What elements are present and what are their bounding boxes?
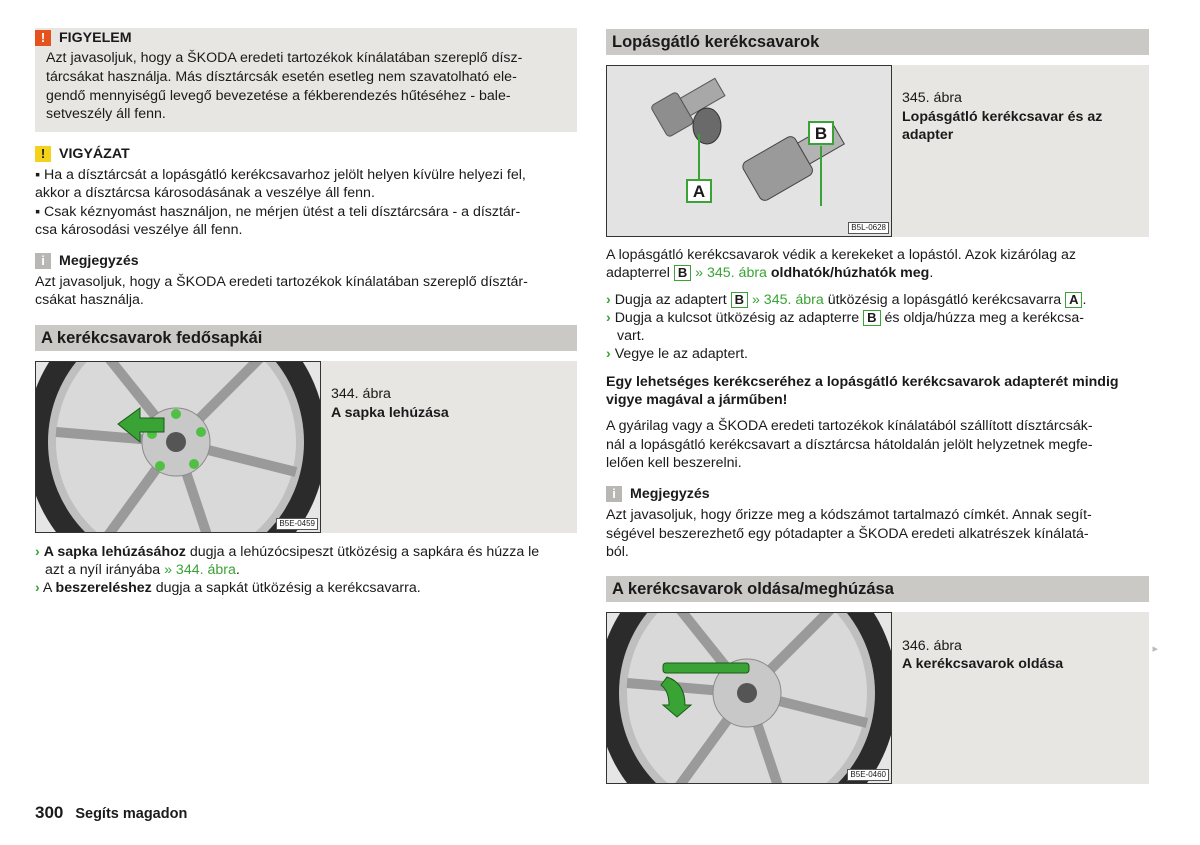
figure-code: B5L-0628 <box>848 222 889 234</box>
note-line: csákat használja. <box>35 292 144 308</box>
step-text: azt a nyíl irányába <box>45 562 165 578</box>
warning-line: Azt javasoljuk, hogy a ŠKODA eredeti tartozékok kínálatában szereplő dísz- <box>46 50 523 66</box>
figure-title: A kerékcsavarok oldása <box>902 656 1064 673</box>
figure-label-b: B <box>814 124 828 143</box>
step-insert-key <box>606 309 1084 328</box>
section-heading-caps: A kerékcsavarok fedősapkái <box>35 325 577 351</box>
figure-number: 344. ábra <box>331 386 391 403</box>
note-header <box>606 485 710 504</box>
warning-header <box>35 29 132 48</box>
caution-line: ▪ Csak kéznyomást használjon, ne mérjen ütést a teli dísztárcsára - a dísztár- <box>35 204 521 220</box>
warning-line: gendő mennyiségű levegő bevezetése a fékberendezés hűtéséhez - bale- <box>46 88 511 104</box>
wheel-wrench-illustration <box>607 613 892 784</box>
para-intro-line1: A lopásgátló kerékcsavarok védik a kerekeket a lopástól. Azok kizárólag az <box>606 247 1077 263</box>
step-text: dugja a sapkát ütközésig a kerékcsavarra. <box>151 580 421 596</box>
section-heading-antitheft: Lopásgátló kerékcsavarok <box>606 29 1149 55</box>
note-header <box>35 252 139 271</box>
bold-para-line: vigye magával a járműben! <box>606 392 788 408</box>
info-icon: i <box>606 486 622 502</box>
warning-line: tárcsákat használja. Más dísztárcsák esetén esetleg nem szavatolható ele- <box>46 69 517 85</box>
note-label: Megjegyzés <box>59 253 139 269</box>
note-label: Megjegyzés <box>630 486 710 502</box>
step-arrow-icon: › <box>35 544 40 560</box>
figure-link[interactable]: » 345. ábra <box>748 292 824 308</box>
next-page-arrow-icon: ▸ <box>1152 643 1158 655</box>
step-remove-adapter <box>606 345 748 364</box>
caution-line: ▪ Ha a dísztárcsát a lopásgátló kerékcsavarhoz jelölt helyen kívülre helyezi fel, <box>35 167 526 183</box>
step-text: és oldja/húzza meg a kerékcsa- <box>880 310 1084 326</box>
label-box-b: B <box>863 310 880 326</box>
note-line: ból. <box>606 544 629 560</box>
step-text: . <box>1082 292 1087 308</box>
section-heading-loosen: A kerékcsavarok oldása/meghúzása <box>606 576 1149 602</box>
note-line: Azt javasoljuk, hogy a ŠKODA eredeti tartozékok kínálatában szereplő dísztár- <box>35 274 528 290</box>
page-number: 300 <box>35 803 64 822</box>
note-line: Azt javasoljuk, hogy őrizze meg a kódszámot tartalmazó címkét. Annak segít- <box>606 507 1092 523</box>
warning-icon: ! <box>35 30 51 46</box>
step-insert-adapter <box>606 291 1086 310</box>
step-install-cap <box>35 579 421 598</box>
label-box-a: A <box>1065 292 1082 308</box>
step-remove-cap <box>35 543 539 562</box>
figure-code: B5E-0459 <box>276 518 318 530</box>
page-footer <box>35 804 187 824</box>
para-text: . <box>929 265 934 281</box>
figure-title: Lopásgátló kerékcsavar és az <box>902 109 1103 126</box>
step-text: Dugja az adaptert <box>614 292 731 308</box>
step-bold: A sapka lehúzásához <box>43 544 186 560</box>
caution-line: akkor a dísztárcsa károsodásának a veszélye áll fenn. <box>35 185 375 201</box>
step-text: ütközésig a lopásgátló kerékcsavarra <box>823 292 1066 308</box>
step-insert-key-line2: vart. <box>617 328 645 344</box>
step-text: Dugja a kulcsot ütközésig az adapterre <box>614 310 864 326</box>
figure-link[interactable]: » 344. ábra <box>164 562 236 578</box>
figure-title: A sapka lehúzása <box>331 405 449 422</box>
bolt-adapter-illustration <box>607 66 892 237</box>
para-bold: oldhatók/húzhatók meg <box>766 265 930 281</box>
label-box-b: B <box>731 292 748 308</box>
caution-line: csa károsodási veszélye áll fenn. <box>35 222 243 238</box>
warning-line: setveszély áll fenn. <box>46 106 166 122</box>
step-text: dugja a lehúzócsipeszt ütközésig a sapkára és húzza le <box>185 544 540 560</box>
figure-title: adapter <box>902 127 954 144</box>
para-line: nál a lopásgátló kerékcsavart a dísztárcsa hátoldalán jelölt helyzetnek megfe- <box>606 437 1093 453</box>
para-line: lelően kell beszerelni. <box>606 455 742 471</box>
step-arrow-icon: › <box>606 346 611 362</box>
bold-para-line: Egy lehetséges kerékcseréhez a lopásgátló kerékcsavarok adapterét mindig <box>606 374 1119 390</box>
step-arrow-icon: › <box>606 292 611 308</box>
caution-label: VIGYÁZAT <box>59 146 130 162</box>
step-arrow-icon: › <box>35 580 40 596</box>
step-remove-cap-line2 <box>45 561 240 580</box>
para-intro-line2 <box>606 264 933 283</box>
para-line: A gyárilag vagy a ŠKODA eredeti tartozékok kínálatából szállított dísztárcsák- <box>606 418 1093 434</box>
caution-icon: ! <box>35 146 51 162</box>
figure-number: 346. ábra <box>902 638 962 655</box>
footer-section: Segíts magadon <box>75 806 188 822</box>
figure-344-image <box>35 361 321 533</box>
info-icon: i <box>35 253 51 269</box>
wheel-cap-illustration <box>36 362 321 533</box>
warning-label: FIGYELEM <box>59 30 132 46</box>
para-text: adapterrel <box>606 265 674 281</box>
note-line: ségével beszerezhető egy pótadapter a ŠKODA eredeti alkatrészek kínálatá- <box>606 526 1089 542</box>
step-text: A <box>42 580 56 596</box>
figure-number: 345. ábra <box>902 90 962 107</box>
figure-code: B5E-0460 <box>847 769 889 781</box>
figure-label-a: A <box>692 182 706 201</box>
step-text: Vegye le az adaptert. <box>614 346 748 362</box>
caution-header <box>35 145 130 164</box>
step-arrow-icon: › <box>606 310 611 326</box>
figure-link[interactable]: » 345. ábra <box>691 265 767 281</box>
figure-346-image <box>606 612 892 784</box>
label-box-b: B <box>674 265 691 281</box>
step-bold: beszereléshez <box>55 580 152 596</box>
step-text: . <box>235 562 240 578</box>
figure-345-image <box>606 65 892 237</box>
